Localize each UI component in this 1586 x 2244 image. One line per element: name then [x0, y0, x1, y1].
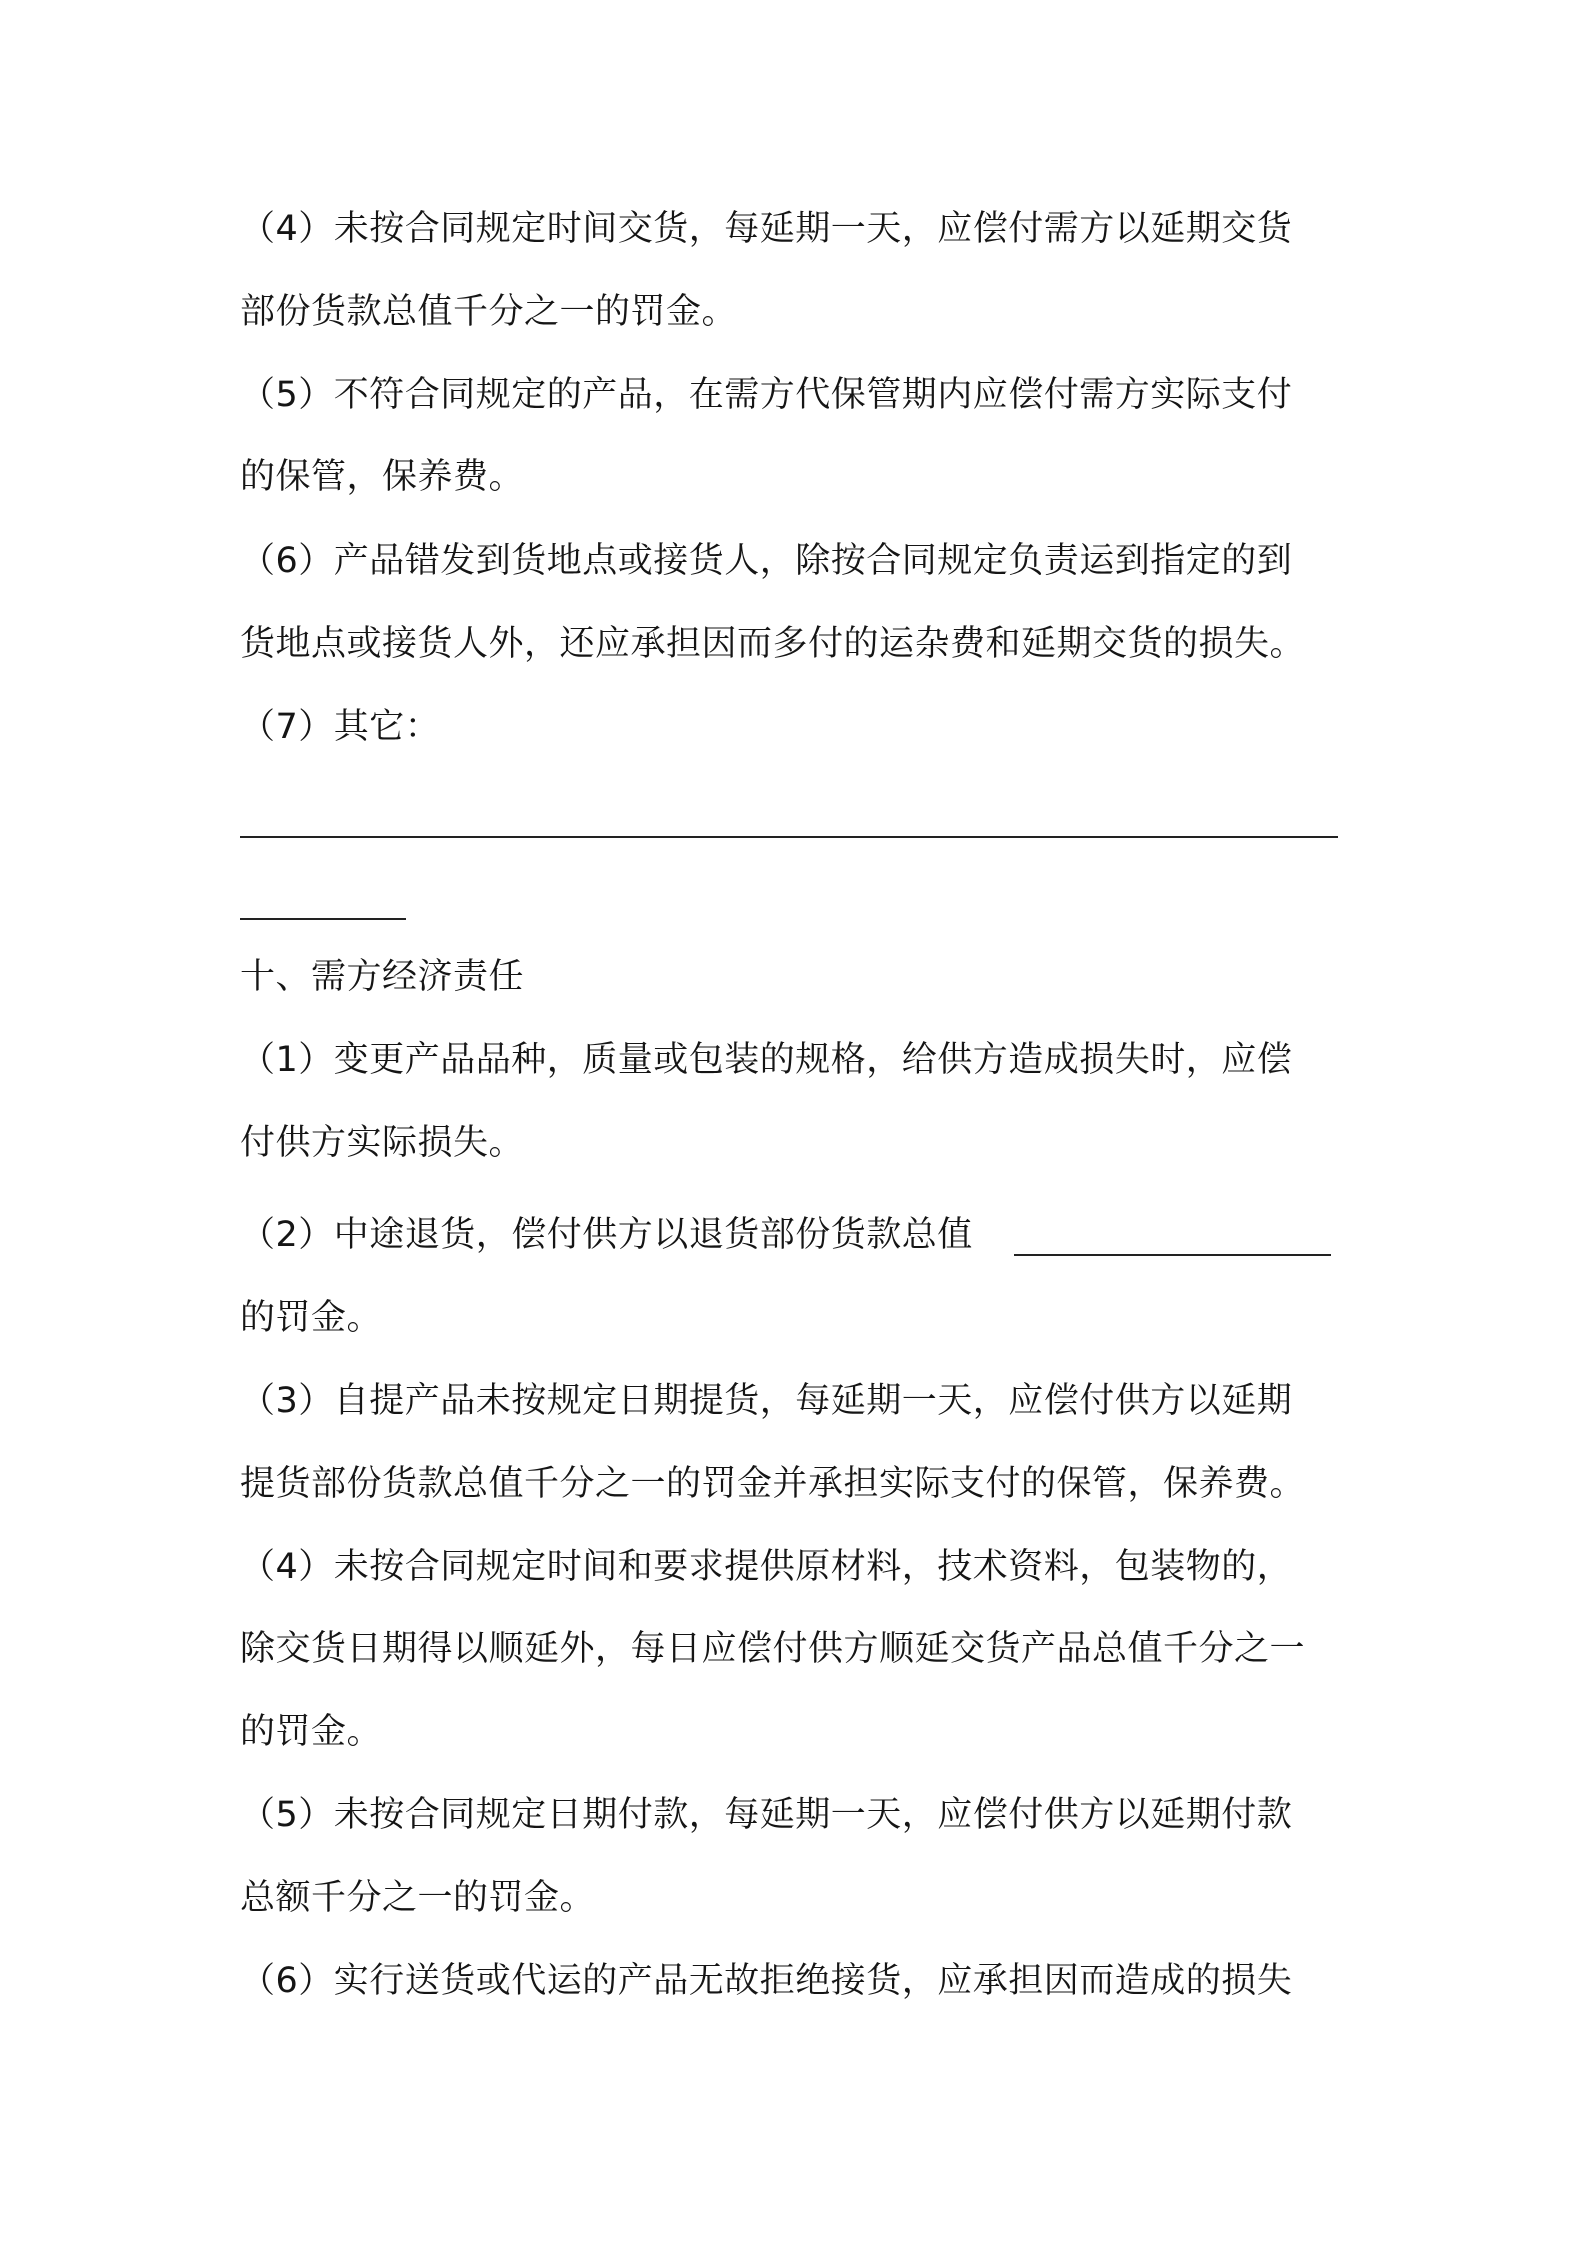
clause-9-6-line-2: 货地点或接货人外，还应承担因而多付的运杂费和延期交货的损失。 — [240, 624, 1306, 664]
clause-9-4-line-2: 部份货款总值千分之一的罚金。 — [240, 292, 738, 332]
clause-10-1-line-1: （1）变更产品品种，质量或包装的规格，给供方造成损失时，应偿 — [240, 1040, 1293, 1080]
clause-10-4-line-2: 除交货日期得以顺延外，每日应偿付供方顺延交货产品总值千分之一 — [240, 1629, 1306, 1669]
clause-10-2-line-1: （2）中途退货，偿付供方以退货部份货款总值 — [240, 1215, 973, 1255]
clause-9-5-line-1: （5）不符合同规定的产品，在需方代保管期内应偿付需方实际支付 — [240, 375, 1293, 415]
clause-10-3-line-1: （3）自提产品未按规定日期提货，每延期一天，应偿付供方以延期 — [240, 1381, 1293, 1421]
fill-in-blank-line — [240, 836, 1338, 838]
clause-10-4-line-3: 的罚金。 — [240, 1712, 383, 1752]
clause-10-5-line-1: （5）未按合同规定日期付款，每延期一天，应偿付供方以延期付款 — [240, 1795, 1293, 1835]
fill-in-blank-line-continued — [240, 918, 406, 920]
clause-9-5-line-2: 的保管，保养费。 — [240, 457, 525, 497]
clause-10-1-line-2: 付供方实际损失。 — [240, 1123, 525, 1163]
clause-10-4-line-1: （4）未按合同规定时间和要求提供原材料，技术资料，包装物的， — [240, 1547, 1293, 1587]
penalty-rate-blank-line — [1014, 1254, 1331, 1256]
section-10-heading: 十、需方经济责任 — [240, 957, 525, 997]
clause-9-6-line-1: （6）产品错发到货地点或接货人，除按合同规定负责运到指定的到 — [240, 541, 1293, 581]
clause-9-4-line-1: （4）未按合同规定时间交货，每延期一天，应偿付需方以延期交货 — [240, 209, 1293, 249]
clause-10-5-line-2: 总额千分之一的罚金。 — [240, 1878, 596, 1918]
clause-9-7-line-1: （7）其它： — [240, 707, 441, 747]
clause-10-2-line-2: 的罚金。 — [240, 1298, 383, 1338]
clause-10-3-line-2: 提货部份货款总值千分之一的罚金并承担实际支付的保管，保养费。 — [240, 1464, 1306, 1504]
clause-10-6-line-1: （6）实行送货或代运的产品无故拒绝接货，应承担因而造成的损失 — [240, 1961, 1293, 2001]
